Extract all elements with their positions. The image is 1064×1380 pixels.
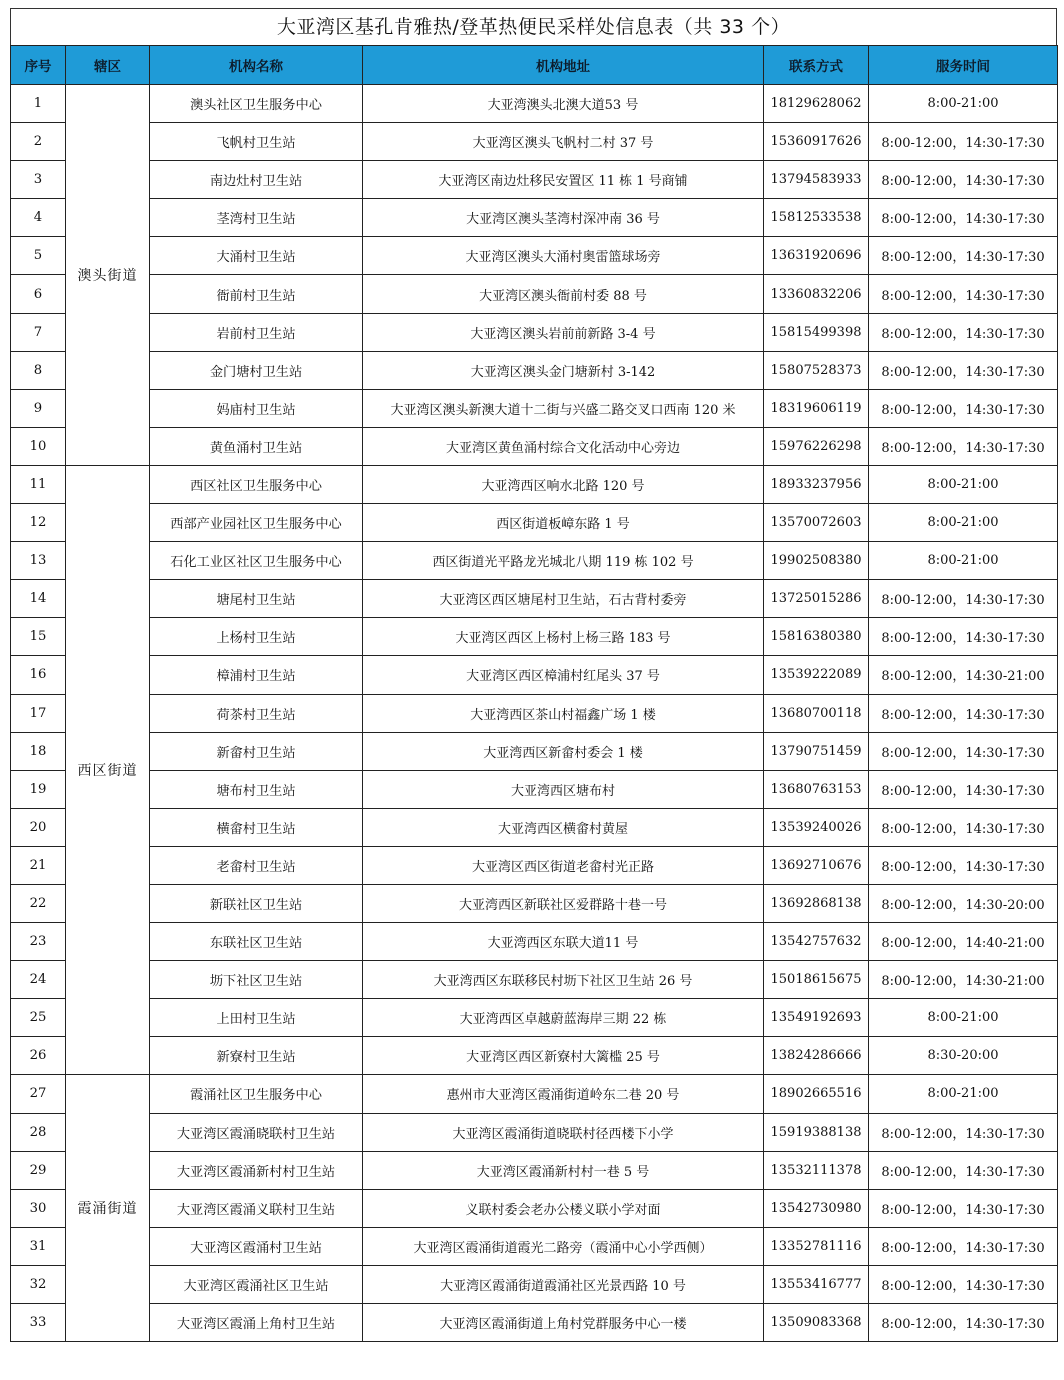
cell-phone: 18319606119	[764, 389, 869, 427]
cell-phone: 18129628062	[764, 85, 869, 123]
cell-address: 大亚湾区澳头金门塘新村 3-142	[363, 351, 764, 389]
cell-hours: 8:00-12:00，14:30-21:00	[869, 656, 1058, 694]
cell-phone: 13725015286	[764, 580, 869, 618]
cell-phone: 13553416777	[764, 1265, 869, 1303]
cell-no: 12	[11, 504, 66, 542]
cell-address: 大亚湾区霞涌街道上角村党群服务中心一楼	[363, 1304, 764, 1342]
cell-name: 上田村卫生站	[150, 999, 363, 1037]
cell-address: 大亚湾区霞涌新村村一巷 5 号	[363, 1151, 764, 1189]
cell-district: 霞涌街道	[66, 1075, 150, 1342]
table-row	[11, 884, 1058, 922]
cell-phone: 13824286666	[764, 1037, 869, 1075]
cell-hours: 8:00-12:00，14:30-17:30	[869, 1227, 1058, 1265]
cell-name: 西部产业园社区卫生服务中心	[150, 504, 363, 542]
cell-address: 大亚湾区黄鱼涌村综合文化活动中心旁边	[363, 427, 764, 465]
cell-no: 8	[11, 351, 66, 389]
header-row	[11, 46, 1058, 85]
cell-address: 大亚湾区西区街道老畲村光正路	[363, 846, 764, 884]
cell-phone: 13539240026	[764, 808, 869, 846]
cell-hours: 8:00-12:00，14:30-21:00	[869, 961, 1058, 999]
cell-hours: 8:00-12:00，14:30-17:30	[869, 313, 1058, 351]
cell-address: 大亚湾区澳头茎湾村深冲南 36 号	[363, 199, 764, 237]
cell-no: 3	[11, 161, 66, 199]
cell-phone: 13532111378	[764, 1151, 869, 1189]
cell-name: 大亚湾区霞涌社区卫生站	[150, 1265, 363, 1303]
cell-no: 33	[11, 1304, 66, 1342]
table-row	[11, 1075, 1058, 1113]
cell-phone: 15018615675	[764, 961, 869, 999]
cell-address: 大亚湾区澳头大涌村奥雷篮球场旁	[363, 237, 764, 275]
cell-phone: 13680763153	[764, 770, 869, 808]
cell-name: 大涌村卫生站	[150, 237, 363, 275]
cell-no: 18	[11, 732, 66, 770]
cell-phone: 13352781116	[764, 1227, 869, 1265]
cell-hours: 8:00-21:00	[869, 1075, 1058, 1113]
cell-name: 新畲村卫生站	[150, 732, 363, 770]
cell-no: 2	[11, 123, 66, 161]
table-row	[11, 961, 1058, 999]
cell-no: 9	[11, 389, 66, 427]
cell-hours: 8:00-12:00，14:30-17:30	[869, 427, 1058, 465]
cell-hours: 8:00-12:00，14:30-17:30	[869, 808, 1058, 846]
table-row	[11, 618, 1058, 656]
cell-name: 岩前村卫生站	[150, 313, 363, 351]
cell-hours: 8:00-21:00	[869, 504, 1058, 542]
table-title: 大亚湾区基孔肯雅热/登革热便民采样处信息表（共 33 个）	[10, 8, 1057, 45]
cell-address: 大亚湾西区卓越蔚蓝海岸三期 22 栋	[363, 999, 764, 1037]
cell-name: 黄鱼涌村卫生站	[150, 427, 363, 465]
cell-district: 澳头街道	[66, 85, 150, 466]
cell-hours: 8:00-12:00，14:30-17:30	[869, 1189, 1058, 1227]
header-address: 机构地址	[363, 46, 764, 85]
cell-address: 大亚湾区西区塘尾村卫生站，石古背村委旁	[363, 580, 764, 618]
table-body	[11, 85, 1058, 1342]
cell-phone: 13631920696	[764, 237, 869, 275]
cell-no: 17	[11, 694, 66, 732]
cell-name: 坜下社区卫生站	[150, 961, 363, 999]
table-row	[11, 1189, 1058, 1227]
cell-name: 澳头社区卫生服务中心	[150, 85, 363, 123]
cell-hours: 8:00-12:00，14:30-17:30	[869, 618, 1058, 656]
cell-phone: 18902665516	[764, 1075, 869, 1113]
table-row	[11, 542, 1058, 580]
cell-no: 13	[11, 542, 66, 580]
table-row	[11, 1265, 1058, 1303]
table-row	[11, 923, 1058, 961]
table-row	[11, 351, 1058, 389]
sampling-sites-table	[10, 45, 1058, 1342]
cell-address: 大亚湾区霞涌街道霞光二路旁（霞涌中心小学西侧）	[363, 1227, 764, 1265]
cell-hours: 8:00-12:00，14:30-17:30	[869, 1151, 1058, 1189]
cell-no: 30	[11, 1189, 66, 1227]
cell-hours: 8:00-12:00，14:30-17:30	[869, 161, 1058, 199]
table-row	[11, 465, 1058, 503]
cell-no: 10	[11, 427, 66, 465]
table-row	[11, 808, 1058, 846]
cell-district: 西区街道	[66, 465, 150, 1075]
cell-name: 塘尾村卫生站	[150, 580, 363, 618]
cell-hours: 8:00-12:00，14:30-17:30	[869, 1265, 1058, 1303]
table-row	[11, 1113, 1058, 1151]
cell-name: 荷茶村卫生站	[150, 694, 363, 732]
cell-no: 25	[11, 999, 66, 1037]
cell-address: 西区街道板嶂东路 1 号	[363, 504, 764, 542]
cell-hours: 8:00-12:00，14:30-17:30	[869, 275, 1058, 313]
cell-hours: 8:00-12:00，14:30-17:30	[869, 770, 1058, 808]
header-no: 序号	[11, 46, 66, 85]
cell-address: 大亚湾区霞涌街道晓联村径西楼下小学	[363, 1113, 764, 1151]
table-row	[11, 389, 1058, 427]
cell-name: 茎湾村卫生站	[150, 199, 363, 237]
cell-phone: 13509083368	[764, 1304, 869, 1342]
cell-address: 大亚湾西区横畲村黄屋	[363, 808, 764, 846]
cell-no: 4	[11, 199, 66, 237]
cell-no: 11	[11, 465, 66, 503]
header-hours: 服务时间	[869, 46, 1058, 85]
cell-no: 31	[11, 1227, 66, 1265]
table-row	[11, 1037, 1058, 1075]
cell-name: 霞涌社区卫生服务中心	[150, 1075, 363, 1113]
cell-no: 20	[11, 808, 66, 846]
cell-phone: 13794583933	[764, 161, 869, 199]
cell-no: 5	[11, 237, 66, 275]
table-row	[11, 999, 1058, 1037]
cell-name: 新联社区卫生站	[150, 884, 363, 922]
cell-name: 大亚湾区霞涌上角村卫生站	[150, 1304, 363, 1342]
cell-phone: 13692710676	[764, 846, 869, 884]
cell-hours: 8:00-12:00，14:30-17:30	[869, 389, 1058, 427]
cell-name: 横畲村卫生站	[150, 808, 363, 846]
cell-phone: 13680700118	[764, 694, 869, 732]
table-row	[11, 504, 1058, 542]
cell-no: 24	[11, 961, 66, 999]
cell-address: 大亚湾区澳头岩前前新路 3-4 号	[363, 313, 764, 351]
cell-name: 新寮村卫生站	[150, 1037, 363, 1075]
cell-address: 义联村委会老办公楼义联小学对面	[363, 1189, 764, 1227]
cell-address: 大亚湾西区新畲村委会 1 楼	[363, 732, 764, 770]
cell-phone: 13542730980	[764, 1189, 869, 1227]
cell-phone: 13790751459	[764, 732, 869, 770]
cell-hours: 8:00-12:00，14:30-17:30	[869, 199, 1058, 237]
table-row	[11, 85, 1058, 123]
header-phone: 联系方式	[764, 46, 869, 85]
cell-name: 西区社区卫生服务中心	[150, 465, 363, 503]
cell-hours: 8:00-12:00，14:30-17:30	[869, 580, 1058, 618]
cell-phone: 15360917626	[764, 123, 869, 161]
cell-hours: 8:00-12:00，14:40-21:00	[869, 923, 1058, 961]
cell-no: 6	[11, 275, 66, 313]
table-row	[11, 732, 1058, 770]
cell-hours: 8:00-21:00	[869, 999, 1058, 1037]
table-row	[11, 313, 1058, 351]
cell-name: 金门塘村卫生站	[150, 351, 363, 389]
cell-name: 老畲村卫生站	[150, 846, 363, 884]
cell-hours: 8:00-12:00，14:30-17:30	[869, 351, 1058, 389]
cell-no: 32	[11, 1265, 66, 1303]
cell-phone: 15976226298	[764, 427, 869, 465]
cell-hours: 8:00-12:00，14:30-17:30	[869, 694, 1058, 732]
cell-hours: 8:00-12:00，14:30-17:30	[869, 123, 1058, 161]
cell-phone: 13570072603	[764, 504, 869, 542]
cell-phone: 15816380380	[764, 618, 869, 656]
table-row	[11, 656, 1058, 694]
cell-name: 大亚湾区霞涌新村村卫生站	[150, 1151, 363, 1189]
cell-address: 大亚湾区西区上杨村上杨三路 183 号	[363, 618, 764, 656]
cell-no: 1	[11, 85, 66, 123]
header-name: 机构名称	[150, 46, 363, 85]
cell-no: 14	[11, 580, 66, 618]
cell-address: 大亚湾西区东联大道11 号	[363, 923, 764, 961]
cell-name: 南边灶村卫生站	[150, 161, 363, 199]
cell-no: 29	[11, 1151, 66, 1189]
cell-hours: 8:00-12:00，14:30-17:30	[869, 846, 1058, 884]
cell-name: 樟浦村卫生站	[150, 656, 363, 694]
cell-address: 大亚湾澳头北澳大道53 号	[363, 85, 764, 123]
table-row	[11, 123, 1058, 161]
cell-hours: 8:00-21:00	[869, 465, 1058, 503]
table-row	[11, 1151, 1058, 1189]
table-row	[11, 580, 1058, 618]
cell-name: 飞帆村卫生站	[150, 123, 363, 161]
cell-hours: 8:00-12:00，14:30-17:30	[869, 1304, 1058, 1342]
cell-no: 26	[11, 1037, 66, 1075]
cell-address: 大亚湾区西区新寮村大篱槛 25 号	[363, 1037, 764, 1075]
cell-name: 石化工业区社区卫生服务中心	[150, 542, 363, 580]
table-row	[11, 1227, 1058, 1265]
cell-address: 惠州市大亚湾区霞涌街道岭东二巷 20 号	[363, 1075, 764, 1113]
cell-no: 27	[11, 1075, 66, 1113]
cell-no: 23	[11, 923, 66, 961]
table-row	[11, 427, 1058, 465]
cell-hours: 8:00-12:00，14:30-20:00	[869, 884, 1058, 922]
cell-name: 大亚湾区霞涌晓联村卫生站	[150, 1113, 363, 1151]
cell-name: 上杨村卫生站	[150, 618, 363, 656]
cell-phone: 18933237956	[764, 465, 869, 503]
cell-address: 大亚湾区澳头新澳大道十二街与兴盛二路交叉口西南 120 米	[363, 389, 764, 427]
cell-no: 16	[11, 656, 66, 694]
table-row	[11, 161, 1058, 199]
cell-name: 东联社区卫生站	[150, 923, 363, 961]
cell-hours: 8:00-12:00，14:30-17:30	[869, 1113, 1058, 1151]
cell-name: 衙前村卫生站	[150, 275, 363, 313]
cell-address: 大亚湾区澳头飞帆村二村 37 号	[363, 123, 764, 161]
cell-hours: 8:00-21:00	[869, 85, 1058, 123]
cell-phone: 19902508380	[764, 542, 869, 580]
cell-name: 大亚湾区霞涌村卫生站	[150, 1227, 363, 1265]
cell-name: 妈庙村卫生站	[150, 389, 363, 427]
table-row	[11, 275, 1058, 313]
cell-address: 大亚湾西区响水北路 120 号	[363, 465, 764, 503]
cell-hours: 8:00-21:00	[869, 542, 1058, 580]
cell-hours: 8:00-12:00，14:30-17:30	[869, 237, 1058, 275]
cell-phone: 15919388138	[764, 1113, 869, 1151]
cell-phone: 13360832206	[764, 275, 869, 313]
table-row	[11, 694, 1058, 732]
cell-no: 21	[11, 846, 66, 884]
cell-address: 大亚湾西区茶山村福鑫广场 1 楼	[363, 694, 764, 732]
cell-no: 22	[11, 884, 66, 922]
cell-no: 28	[11, 1113, 66, 1151]
table-row	[11, 199, 1058, 237]
cell-no: 7	[11, 313, 66, 351]
cell-no: 19	[11, 770, 66, 808]
cell-address: 西区街道光平路龙光城北八期 119 栋 102 号	[363, 542, 764, 580]
table-row	[11, 1304, 1058, 1342]
table-row	[11, 846, 1058, 884]
cell-phone: 15815499398	[764, 313, 869, 351]
cell-address: 大亚湾区霞涌街道霞涌社区光景西路 10 号	[363, 1265, 764, 1303]
cell-hours: 8:30-20:00	[869, 1037, 1058, 1075]
cell-no: 15	[11, 618, 66, 656]
cell-name: 塘布村卫生站	[150, 770, 363, 808]
table-row	[11, 237, 1058, 275]
cell-phone: 15807528373	[764, 351, 869, 389]
header-district: 辖区	[66, 46, 150, 85]
cell-address: 大亚湾区南边灶移民安置区 11 栋 1 号商铺	[363, 161, 764, 199]
cell-phone: 15812533538	[764, 199, 869, 237]
cell-phone: 13692868138	[764, 884, 869, 922]
cell-phone: 13539222089	[764, 656, 869, 694]
cell-address: 大亚湾西区新联社区爱群路十巷一号	[363, 884, 764, 922]
info-sheet	[10, 8, 1057, 1342]
cell-hours: 8:00-12:00，14:30-17:30	[869, 732, 1058, 770]
cell-address: 大亚湾西区塘布村	[363, 770, 764, 808]
cell-name: 大亚湾区霞涌义联村卫生站	[150, 1189, 363, 1227]
cell-address: 大亚湾区澳头衙前村委 88 号	[363, 275, 764, 313]
cell-phone: 13542757632	[764, 923, 869, 961]
cell-phone: 13549192693	[764, 999, 869, 1037]
table-row	[11, 770, 1058, 808]
cell-address: 大亚湾区西区樟浦村红尾头 37 号	[363, 656, 764, 694]
cell-address: 大亚湾西区东联移民村坜下社区卫生站 26 号	[363, 961, 764, 999]
